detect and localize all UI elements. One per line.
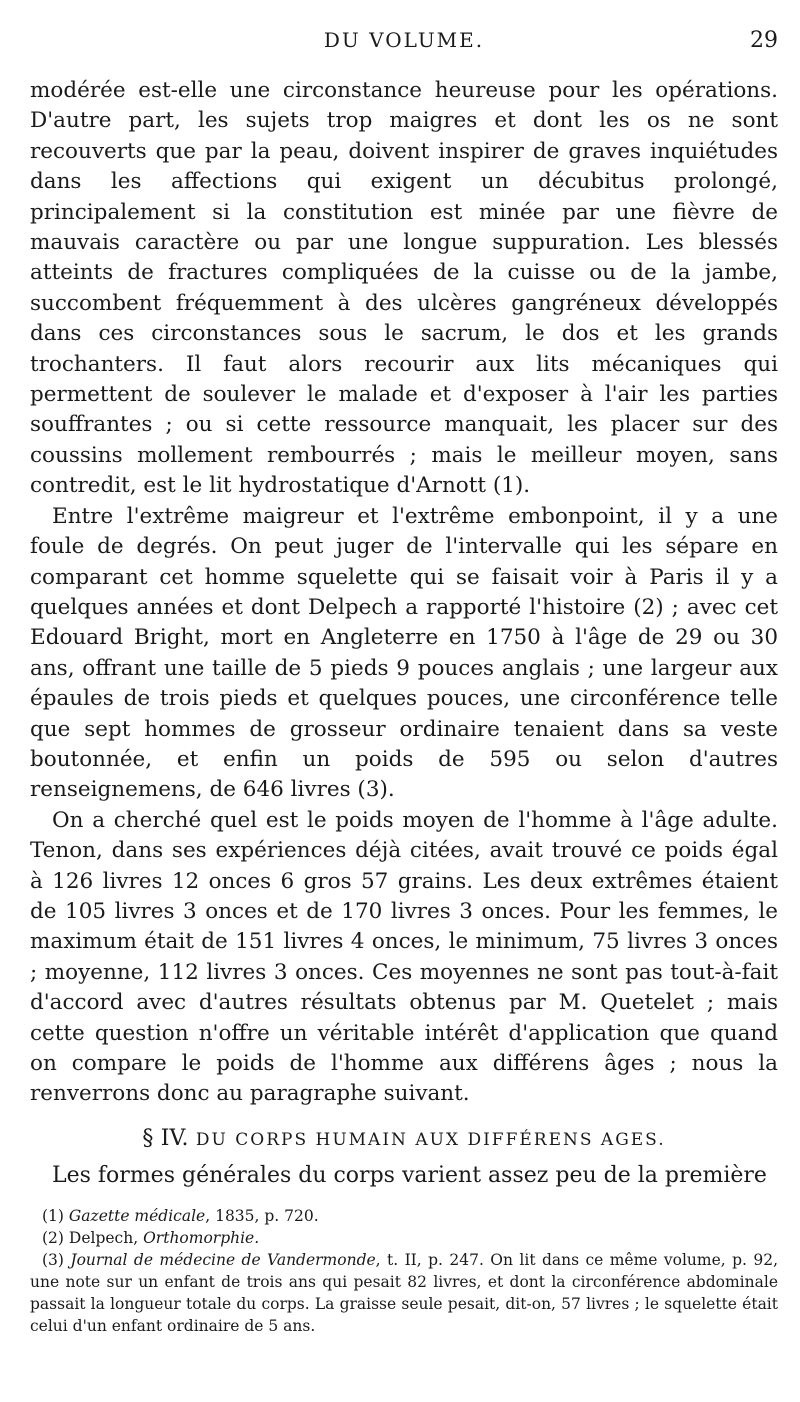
footnotes [30,1205,778,1337]
paragraph-3: On a cherché quel est le poids moyen de l'homme à l'âge adulte. Tenon, dans ses expériences déjà citées, avait trouvé ce poids égal à 126 livres 12 onces 6 gros 57 grains. Les deux extrêmes étaient de 105 livres 3 onces et de 170 livres 3 onces. Pour les femmes, le maximum était de 151 livres 4 onces, le minimum, 75 livres 3 onces ; moyenne, 112 livres 3 onces. Ces moyennes ne sont pas tout-à-fait d'accord avec d'autres résultats obtenus par M. Quetelet ; mais cette question n'offre un véritable intérêt d'application que quand on compare le poids de l'homme aux différens âges ; nous la renverrons donc au paragraphe suivant. [30,807,778,1107]
footnote-2-title: Orthomorphie. [143,1228,260,1247]
section-title: DU CORPS HUMAIN AUX DIFFÉRENS AGES. [195,1129,666,1150]
footnote-2-mark: (2) [42,1228,64,1247]
section-symbol: § [142,1125,154,1151]
body-text [30,76,778,1110]
footnote-1-rest: , 1835, p. 720. [205,1206,319,1225]
footnote-3-title: Journal de médecine de Vandermonde [70,1250,376,1269]
footnote-3 [30,1249,778,1337]
running-head [30,28,778,76]
running-title: DU VOLUME. [323,28,485,52]
book-page [30,28,778,1378]
paragraph-1: modérée est-elle une circonstance heureuse pour les opérations. D'autre part, les sujets trop maigres et dont les os ne sont recouverts que par la peau, doivent inspirer de graves inquiétudes dans les affections qui exigent un décubitus prolongé, principalement si la constitution est minée par une fièvre de mauvais caractère ou par une longue suppuration. Les blessés atteints de fractures compliquées de la cuisse ou de la jambe, succombent fréquemment à des ulcères gangréneux développés dans ces circonstances sous le sacrum, le dos et les grands trochanters. Il faut alors recourir aux lits mécaniques qui permettent de soulever le malade et d'exposer à l'air les parties souffrantes ; ou si cette ressource manquait, les placer sur des coussins mollement rembourrés ; mais le meilleur moyen, sans contredit, est le lit hydrostatique d'Arnott (1). [30,78,778,499]
section-first-line: Les formes générales du corps varient assez peu de la première [52,1162,767,1188]
footnote-1-title: Gazette médicale [68,1206,206,1225]
footnote-1 [30,1205,778,1227]
footnote-2-author: Delpech, [68,1228,139,1247]
footnote-3-mark: (3) [42,1250,64,1269]
section-heading [30,1126,778,1151]
footnote-3-rest: , t. II, p. 247. On lit dans ce même volume, p. 92, une note sur un enfant de trois ans qui pesait 82 livres, et dont la circonférence abdominale passait la longueur totale du corps. La graisse seule pesait, dit-on, 57 livres ; le squelette était celui d'un enfant ordinaire de 5 ans. [30,1250,778,1335]
page-number: 29 [750,28,778,53]
footnote-2 [30,1227,778,1249]
footnote-1-mark: (1) [42,1206,64,1225]
paragraph-2: Entre l'extrême maigreur et l'extrême embonpoint, il y a une foule de degrés. On peut juger de l'intervalle qui les sépare en comparant cet homme squelette qui se faisait voir à Paris il y a quelques années et dont Delpech a rapporté l'histoire (2) ; avec cet Edouard Bright, mort en Angleterre en 1750 à l'âge de 29 ou 30 ans, offrant une taille de 5 pieds 9 pouces anglais ; une largeur aux épaules de trois pieds et quelques pouces, une circonférence telle que sept hommes de grosseur ordinaire tenaient dans sa veste boutonnée, et enfin un poids de 595 ou selon d'autres renseignemens, de 646 livres (3). [30,503,778,803]
section-number: IV. [160,1125,189,1151]
